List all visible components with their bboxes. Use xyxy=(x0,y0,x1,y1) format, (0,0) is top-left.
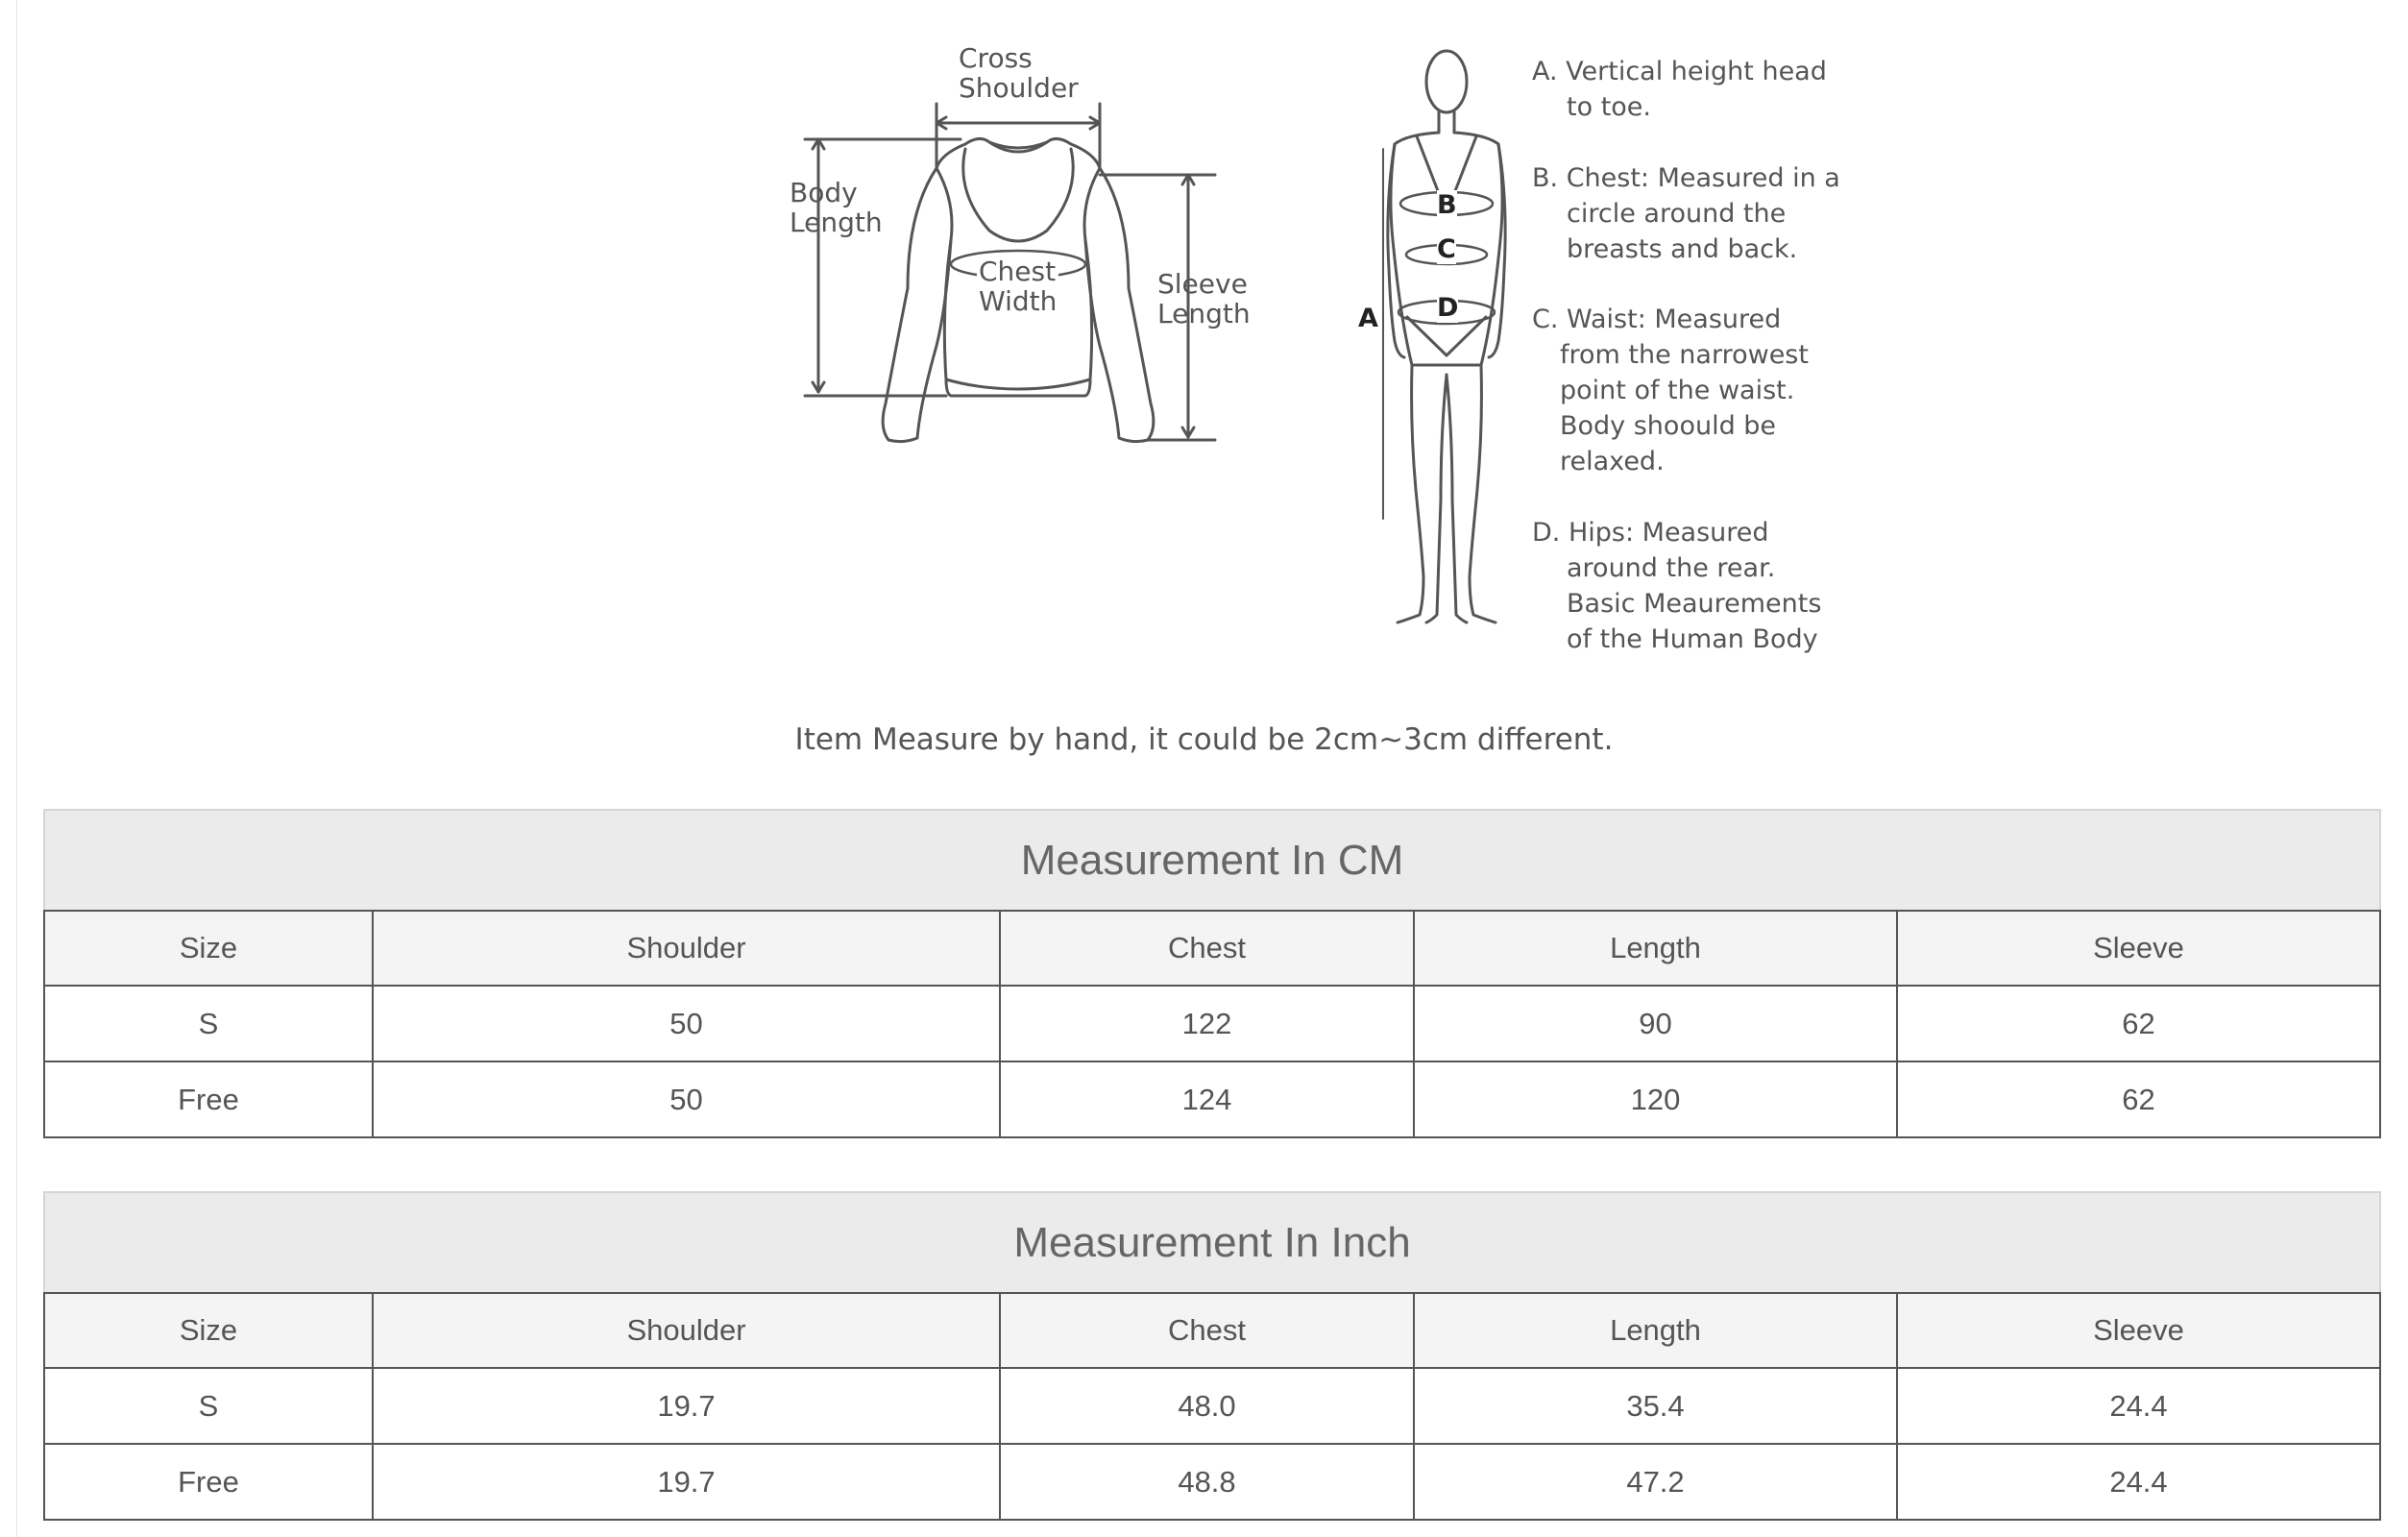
table-cell: 90 xyxy=(1414,986,1897,1061)
table-cell: 50 xyxy=(373,1061,1000,1137)
measurement-table-inch xyxy=(43,1191,2381,1521)
body-length-label: Body Length xyxy=(790,177,883,238)
table-title: Measurement In CM xyxy=(44,810,2380,911)
table-row xyxy=(44,1061,2380,1137)
table-cell: 48.8 xyxy=(1000,1444,1414,1520)
cross-shoulder-label: Cross Shoulder xyxy=(959,42,1079,104)
table-cell: S xyxy=(44,986,373,1061)
table-title: Measurement In Inch xyxy=(44,1192,2380,1293)
table-header-row xyxy=(44,911,2380,986)
table-cell: 24.4 xyxy=(1897,1444,2380,1520)
legend-d: D. Hips: Measured around the rear. Basic Meaurements of the Human Body xyxy=(1532,518,1822,654)
table-cell: 120 xyxy=(1414,1061,1897,1137)
legend-b: B. Chest: Measured in a circle around the breasts and back. xyxy=(1532,163,1840,264)
table-cell: 48.0 xyxy=(1000,1368,1414,1444)
table-cell: 124 xyxy=(1000,1061,1414,1137)
letter-b-marker: B xyxy=(1437,190,1457,220)
column-header: Chest xyxy=(1000,911,1414,986)
table-cell: 24.4 xyxy=(1897,1368,2380,1444)
table-header-row xyxy=(44,1293,2380,1368)
letter-c-marker: C xyxy=(1437,234,1456,264)
letter-a-marker: A xyxy=(1358,304,1378,333)
table-cell: Free xyxy=(44,1061,373,1137)
table-cell: 62 xyxy=(1897,1061,2380,1137)
size-guide-illustration xyxy=(0,0,2408,757)
table-row xyxy=(44,1368,2380,1444)
column-header: Shoulder xyxy=(373,911,1000,986)
table-cell: S xyxy=(44,1368,373,1444)
column-header: Length xyxy=(1414,911,1897,986)
column-header: Size xyxy=(44,911,373,986)
table-cell: 19.7 xyxy=(373,1368,1000,1444)
measurement-table-cm xyxy=(43,809,2381,1138)
table-cell: 122 xyxy=(1000,986,1414,1061)
table-row xyxy=(44,986,2380,1061)
letter-d-marker: D xyxy=(1437,293,1459,323)
table-cell: 50 xyxy=(373,986,1000,1061)
column-header: Shoulder xyxy=(373,1293,1000,1368)
body-figure-icon xyxy=(0,0,2408,730)
column-header: Sleeve xyxy=(1897,911,2380,986)
column-header: Length xyxy=(1414,1293,1897,1368)
table-cell: Free xyxy=(44,1444,373,1520)
column-header: Chest xyxy=(1000,1293,1414,1368)
table-cell: 35.4 xyxy=(1414,1368,1897,1444)
table-row xyxy=(44,1444,2380,1520)
table-cell: 19.7 xyxy=(373,1444,1000,1520)
legend-a: A. Vertical height head to toe. xyxy=(1532,57,1827,122)
column-header: Size xyxy=(44,1293,373,1368)
chest-width-label: Chest Width xyxy=(979,256,1058,317)
table-cell: 47.2 xyxy=(1414,1444,1897,1520)
table-cell: 62 xyxy=(1897,986,2380,1061)
legend-c: C. Waist: Measured from the narrowest point of the waist. Body shoould be relaxed. xyxy=(1532,305,1809,476)
column-header: Sleeve xyxy=(1897,1293,2380,1368)
sleeve-length-label: Sleeve Length xyxy=(1157,268,1251,329)
measurement-note: Item Measure by hand, it could be 2cm~3cm different. xyxy=(794,722,1614,757)
